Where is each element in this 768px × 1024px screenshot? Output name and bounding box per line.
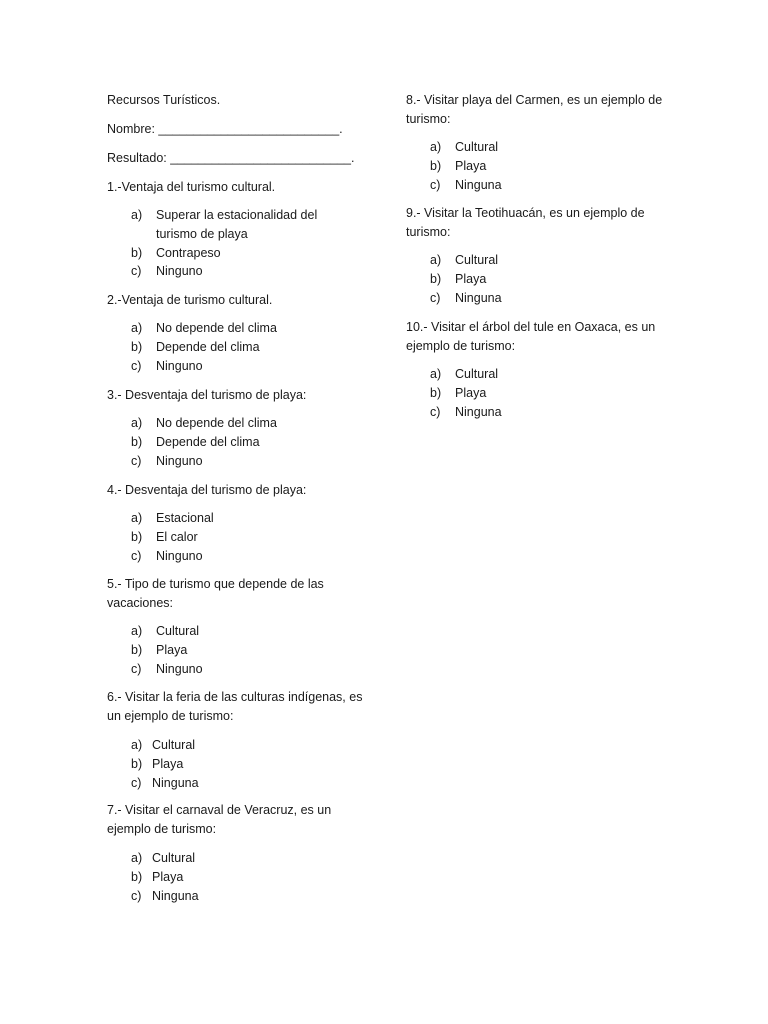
question-8: 8.- Visitar playa del Carmen, es un ejemplo de turismo: [406, 93, 663, 126]
question-3-options [131, 414, 336, 470]
question-7: 7.- Visitar el carnaval de Veracruz, es un ejemplo de turismo: [107, 803, 332, 836]
option-b: b) Playa [131, 642, 188, 657]
option-c: c) Ninguna [430, 177, 502, 192]
option-c: c) Ninguno [131, 358, 203, 373]
question-1: 1.-Ventaja del turismo cultural. [107, 180, 276, 194]
question-6-options [131, 736, 332, 792]
question-8-options [430, 138, 635, 194]
option-b: b) Playa [131, 756, 184, 771]
question-9-options [430, 251, 635, 307]
option-a: a) Estacional [131, 511, 214, 525]
option-c: c) Ninguna [131, 775, 199, 790]
question-4-options [131, 509, 336, 565]
option-a: a) Superar la estacionalidad del turismo de playa [131, 208, 318, 241]
question-5-options [131, 622, 336, 678]
option-b: b) Depende del clima [131, 434, 260, 449]
option-b: b) Playa [430, 385, 487, 400]
question-3: 3.- Desventaja del turismo de playa: [107, 388, 307, 402]
question-5: 5.- Tipo de turismo que depende de las vacaciones: [107, 577, 324, 610]
option-c: c) Ninguno [131, 264, 203, 279]
name-field-label: Nombre: __________________________. [107, 122, 343, 136]
question-9: 9.- Visitar la Teotihuacán, es un ejemplo de turismo: [406, 206, 645, 239]
question-2-options [131, 319, 336, 375]
option-c: c) Ninguno [131, 453, 203, 468]
option-c: c) Ninguno [131, 661, 203, 676]
option-a: a) No depende del clima [131, 416, 277, 430]
option-b: b) Depende del clima [131, 339, 260, 354]
question-4: 4.- Desventaja del turismo de playa: [107, 483, 307, 497]
option-c: c) Ninguno [131, 548, 203, 563]
option-a: a) Cultural [131, 851, 196, 865]
option-b: b) Playa [430, 271, 487, 286]
option-a: a) Cultural [131, 624, 200, 638]
question-7-options [131, 849, 332, 905]
option-b: b) Contrapeso [131, 245, 221, 260]
question-1-options [131, 206, 341, 281]
option-a: a) Cultural [430, 253, 499, 267]
option-c: c) Ninguna [131, 888, 199, 903]
option-a: a) No depende del clima [131, 321, 277, 335]
question-10: 10.- Visitar el árbol del tule en Oaxaca, es un ejemplo de turismo: [406, 320, 656, 353]
option-b: b) Playa [131, 869, 184, 884]
worksheet-title: Recursos Turísticos. [107, 93, 221, 107]
option-c: c) Ninguna [430, 290, 502, 305]
question-2: 2.-Ventaja de turismo cultural. [107, 293, 273, 307]
option-b: b) El calor [131, 529, 198, 544]
option-a: a) Cultural [430, 140, 499, 154]
result-field-label: Resultado: __________________________. [107, 151, 355, 165]
option-a: a) Cultural [131, 738, 196, 752]
option-c: c) Ninguna [430, 404, 502, 419]
option-b: b) Playa [430, 158, 487, 173]
question-6: 6.- Visitar la feria de las culturas indígenas, es un ejemplo de turismo: [107, 690, 363, 723]
question-10-options [430, 365, 635, 421]
option-a: a) Cultural [430, 367, 499, 381]
